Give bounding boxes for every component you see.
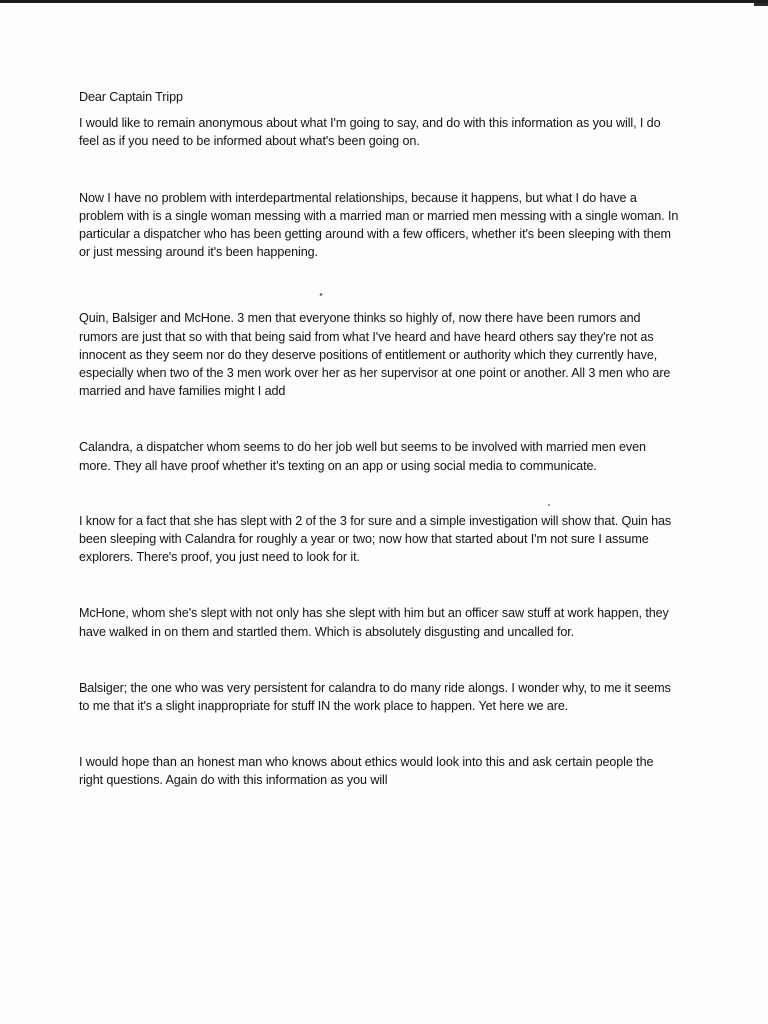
paragraph-calandra: Calandra, a dispatcher whom seems to do her job well but seems to be involved with married men even more. They all have proof whether it's texting on an app or using social media to communicate. (79, 440, 646, 473)
paragraph-mchone: McHone, whom she's slept with not only has she slept with him but an officer saw stuff at work happen, they have walked in on them and startled them. Which is absolutely disgusting and uncalled for. (79, 606, 669, 639)
scan-corner-mark (754, 3, 768, 6)
paragraph-balsiger: Balsiger; the one who was very persistent for calandra to do many ride alongs. I wonder why, to me it seems to me that it's a slight inappropriate for stuff IN the work place to happen. Yet here we are. (79, 680, 671, 714)
paragraph-quin: I know for a fact that she has slept with 2 of the 3 for sure and a simple investigation will show that. Quin has been sleeping with Calandra for roughly a year or two; now how that started about I'm not sure I assume explorers. There's proof, you just need to look for it. (79, 513, 672, 565)
scan-speck (548, 504, 550, 506)
letter-body (79, 88, 679, 790)
salutation: Dear Captain Tripp (79, 90, 183, 104)
paragraph-closing: I would hope than an honest man who knows about ethics would look into this and ask certain people the right questions. Again do with this information as you will (79, 755, 654, 788)
paragraph-anonymous: I would like to remain anonymous about what I'm going to say, and do with this information as you will, I do feel as if you need to be informed about what's been going on. (79, 116, 661, 149)
scan-top-edge (0, 0, 768, 3)
paragraph-relationships: Now I have no problem with interdepartmental relationships, because it happens, but what I do have a problem with is a single woman messing with a married man or married men messing with a single woman. In particular a dispatcher who has been getting around with a few officers, whether it's been sleeping with them or just messing around it's been happening. (79, 190, 679, 260)
paragraph-three-men: Quin, Balsiger and McHone. 3 men that everyone thinks so highly of, now there have been rumors and rumors are just that so with that being said from what I've heard and have heard others say they're not as innocent as they seem nor do they deserve positions of entitlement or authority which they currently have, especially when two of the 3 men work over her as her supervisor at one point or another. All 3 men who are married and have families might I add (79, 311, 671, 399)
